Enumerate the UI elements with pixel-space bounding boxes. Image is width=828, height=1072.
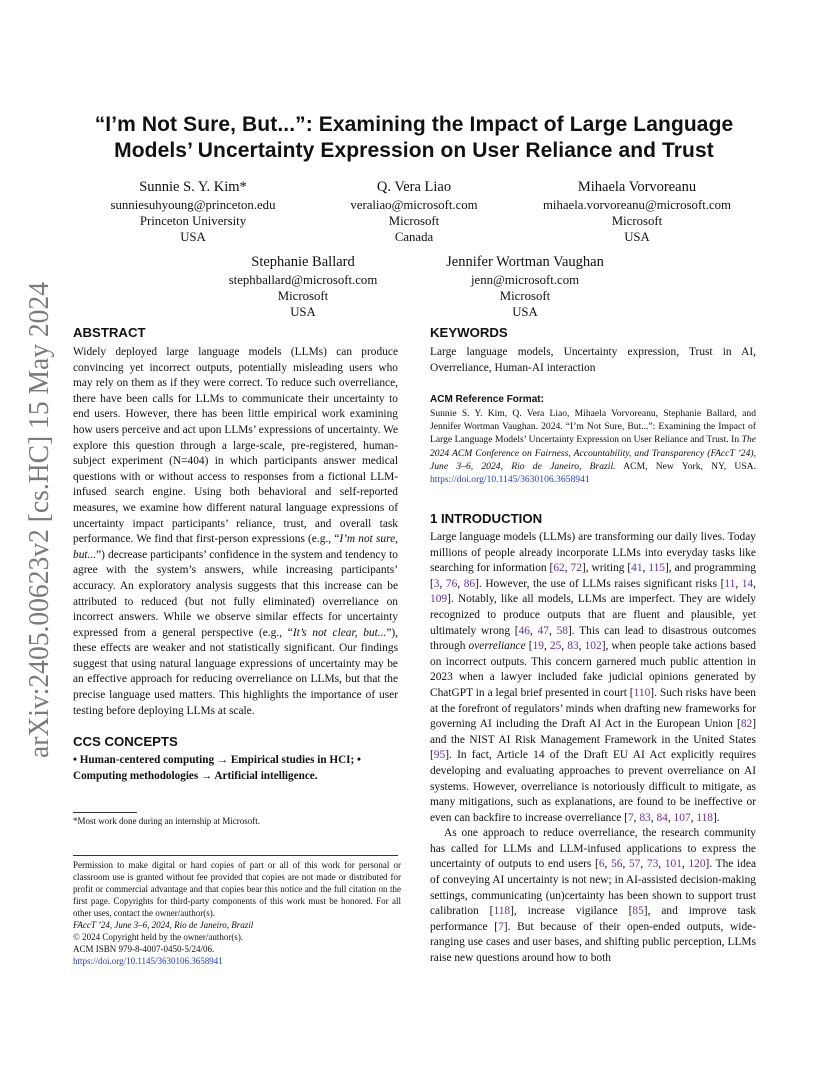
title-line-1: “I’m Not Sure, But...”: Examining the Impact of Large Language (94, 113, 734, 136)
author-country: USA (624, 230, 650, 244)
author-name: Sunnie S. Y. Kim* (139, 179, 247, 195)
reference-format-heading: ACM Reference Format: (430, 394, 544, 405)
author-org: Princeton University (139, 214, 247, 228)
keywords-text: Large language models, Uncertainty expression, Trust in AI, Overreliance, Human-AI interaction (430, 346, 756, 374)
author-email: stephballard@microsoft.com (228, 273, 378, 287)
author-email: jenn@microsoft.com (470, 273, 580, 287)
footnote: *Most work done during an internship at Microsoft. (73, 816, 260, 826)
author-name: Stephanie Ballard (251, 254, 355, 270)
copyright-line: © 2024 Copyright held by the owner/author(s). (73, 932, 244, 942)
ccs-heading: CCS CONCEPTS (73, 734, 178, 749)
author-block-5 (420, 253, 630, 320)
author-org: Microsoft (388, 214, 440, 228)
isbn-line: ACM ISBN 979-8-4007-0450-5/24/06. (73, 944, 215, 954)
arxiv-stamp (19, 280, 57, 760)
paper-title (70, 112, 758, 164)
abstract-heading: ABSTRACT (73, 325, 146, 340)
arxiv-stamp-text: arXiv:2405.00623v2 [cs.HC] 15 May 2024 (23, 280, 55, 758)
author-country: USA (180, 230, 206, 244)
intro-paragraph-1: Large language models (LLMs) are transforming our daily lives. Today millions of people already incorporate LLMs into everyday tasks like searching for information [62, 72], writing [41, 115], and programming [3, 76, 86]. However, the use of LLMs raises significant risks [11, 14, 109]. Notably, like all models, LLMs are imperfect. They are widely recognized to produce outputs that are fluent and plausible, yet ultimately wrong [46, 47, 58]. This can lead to disastrous outcomes through overreliance [19, 25, 83, 102], when people take actions based on incorrect outputs. This concern garnered much public attention in 2023 when a lawyer included fake judicial opinions generated by ChatGPT in a legal brief presented in court [110]. Such risks have been at the forefront of regulators’ minds when drafting new frameworks for governing AI including the Draft AI Act in the European Union [82] and the NIST AI Risk Management Framework in the United States [95]. In fact, Article 14 of the Draft EU AI Act explicitly requires developing and evaluating approaches to prevent overreliance on AI systems. However, overreliance is notoriously difficult to mitigate, as many mitigations, such as explanations, are found to be ineffective or even can backfire to increase overreliance [7, 83, 84, 107, 118]. (430, 531, 757, 824)
author-block-2 (324, 178, 504, 245)
doi-link[interactable]: https://doi.org/10.1145/3630106.3658941 (73, 956, 223, 966)
reference-format-text: Sunnie S. Y. Kim, Q. Vera Liao, Mihaela Vorvoreanu, Stephanie Ballard, and Jennifer Wortman Vaughan. 2024. “I’m Not Sure, But...”: Examining the Impact of Large Language Models’ Uncertainty Expression on User Reliance and Trust. In The 2024 ACM Conference on Fairness, Accountability, and Transparency (FAccT ’24), June 3–6, 2024, Rio de Janeiro, Brazil. ACM, New York, NY, USA. https://doi.org/10.1145/3630106.3658941 (430, 408, 756, 486)
ccs-section (73, 734, 398, 784)
permission-block (73, 859, 401, 967)
author-name: Q. Vera Liao (376, 179, 452, 195)
author-name: Mihaela Vorvoreanu (577, 179, 697, 195)
author-email: sunniesuhyoung@princeton.edu (110, 198, 276, 212)
venue-line: FAccT ’24, June 3–6, 2024, Rio de Janeiro, Brazil (73, 920, 254, 930)
author-org: Microsoft (499, 289, 551, 303)
footnote-divider (73, 812, 137, 813)
reference-format-section (430, 394, 756, 486)
author-email: mihaela.vorvoreanu@microsoft.com (542, 198, 732, 212)
introduction-heading: 1 INTRODUCTION (430, 511, 543, 526)
intro-paragraph-2: As one approach to reduce overreliance, the research community has called for LLMs and LLM-infused applications to express the uncertainty of outputs to end users [6, 56, 57, 73, 101, 120]. The idea of conveying AI uncertainty is not new; in AI-assisted decision-making settings, communicating (un)certainty has been shown to support trust calibration [118], increase vigilance [85], and improve task performance [7]. But because of their open-ended outputs, wide-ranging use cases and user bases, and shifting public perception, LLMs raise new questions around how to both (430, 827, 757, 965)
author-block-3 (520, 178, 754, 245)
author-org: Microsoft (611, 214, 663, 228)
abstract-section (73, 325, 398, 719)
abstract-text: Widely deployed large language models (LLMs) can produce convincing yet incorrect outputs, potentially misleading users who may rely on them as if they were correct. To reduce such overreliance, there have been calls for LLMs to communicate their uncertainty to end users. However, there has been little empirical work examining how users perceive and act upon LLMs’ expressions of uncertainty. We explore this question through a large-scale, pre-registered, human-subject experiment (N=404) in which participants answer medical questions with or without access to responses from a fictional LLM-infused search engine. Using both behavioral and self-reported measures, we examine how different natural language expressions of uncertainty impact participants’ reliance, trust, and overall task performance. We find that first-person expressions (e.g., “I’m not sure, but...”) decrease participants’ confidence in the system and tendency to agree with the system’s answers, while increasing participants’ accuracy. An exploratory analysis suggests that this increase can be attributed to reduced (but not fully eliminated) overreliance on incorrect answers. While we observe similar effects for uncertainty expressed from a general perspective (e.g., “It’s not clear, but...”), these effects are weaker and not statistically significant. Our findings suggest that using natural language expressions of uncertainty may be an effective approach for reducing overreliance on LLMs, but that the precise language used matters. This highlights the importance of user testing before deploying LLMs at scale. (73, 346, 399, 717)
title-line-2: Models’ Uncertainty Expression on User Reliance and Trust (114, 139, 714, 162)
permission-divider (73, 855, 398, 856)
author-org: Microsoft (277, 289, 329, 303)
keywords-heading: KEYWORDS (430, 325, 508, 340)
author-email: veraliao@microsoft.com (350, 198, 478, 212)
author-country: USA (290, 305, 316, 319)
author-country: USA (512, 305, 538, 319)
keywords-section (430, 325, 756, 376)
ccs-text: • Human-centered computing → Empirical studies in HCI; • Computing methodologies → Artificial intelligence. (73, 754, 361, 782)
author-block-4 (208, 253, 398, 320)
author-block-1 (88, 178, 298, 245)
author-name: Jennifer Wortman Vaughan (446, 254, 604, 270)
reference-doi-link[interactable]: https://doi.org/10.1145/3630106.3658941 (430, 474, 590, 486)
permission-text: Permission to make digital or hard copies of part or all of this work for personal or classroom use is granted without fee provided that copies are not made or distributed for profit or commercial advantage and that copies bear this notice and the full citation on the first page. Copyrights for third-party components of this work must be honored. For all other uses, contact the owner/author(s). (73, 860, 401, 918)
introduction-section (430, 511, 756, 967)
author-country: Canada (394, 230, 434, 244)
